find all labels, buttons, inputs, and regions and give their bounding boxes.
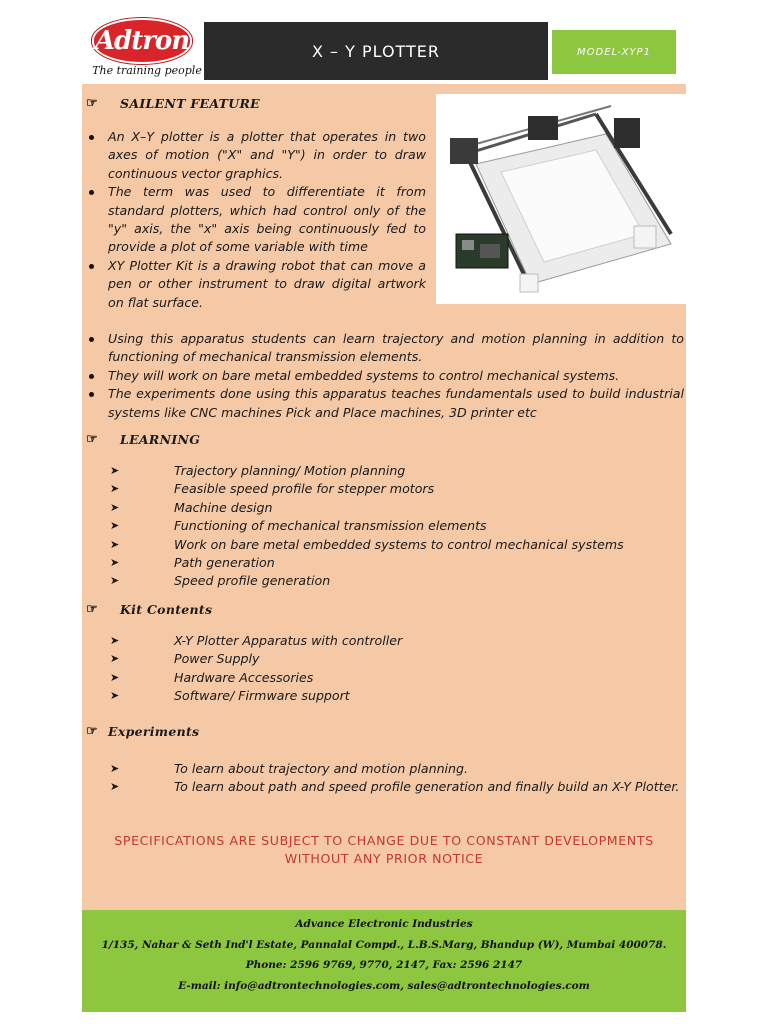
company-phone: Phone: 2596 9769, 9770, 2147, Fax: 2596 2147 xyxy=(245,959,523,971)
list-item: XY Plotter Kit is a drawing robot that can move a pen or other instrument to draw digital artwork on flat surface. xyxy=(86,257,426,312)
salient-feature-list-b xyxy=(86,330,684,422)
list-item: ➤ Functioning of mechanical transmission elements xyxy=(110,517,680,535)
list-item: ➤ X-Y Plotter Apparatus with controller xyxy=(110,632,680,650)
list-item: ➤ Feasible speed profile for stepper motors xyxy=(110,480,680,498)
arrowhead-icon: ➤ xyxy=(110,574,120,588)
learning-heading: ☞ LEARNING xyxy=(86,432,201,447)
company-email: E-mail: info@adtrontechnologies.com, sales@adtrontechnologies.com xyxy=(178,979,590,992)
arrowhead-icon: ➤ xyxy=(110,689,120,703)
salient-feature-list-a xyxy=(86,128,426,312)
arrowhead-icon: ➤ xyxy=(110,634,120,647)
list-item: An X–Y plotter is a plotter that operates in two axes of motion ("X" and "Y") in order to draw continuous vector graphics. xyxy=(86,128,426,183)
pointing-hand-icon: ☞ xyxy=(86,432,98,447)
arrowhead-icon: ➤ xyxy=(110,464,120,477)
arrowhead-icon: ➤ xyxy=(110,537,120,551)
logo-tagline: The training people xyxy=(92,64,202,77)
list-item: The term was used to differentiate it from standard plotters, which had control only of the "y" axis, the "x" axis being continuously fed to provide a plot of some variable with time xyxy=(86,183,426,257)
company-address: 1/135, Nahar & Seth Ind'l Estate, Pannalal Compd., L.B.S.Marg, Bhandup (W), Mumbai 400078. xyxy=(101,938,667,951)
experiments-heading: ☞ Experiments xyxy=(86,724,200,739)
list-item: ➤ Work on bare metal embedded systems to control mechanical systems xyxy=(110,536,680,554)
list-item: ➤ Trajectory planning/ Motion planning xyxy=(110,462,680,480)
product-title: X – Y PLOTTER xyxy=(204,22,548,80)
list-item: ➤ Hardware Accessories xyxy=(110,669,680,687)
list-item: ➤ Path generation xyxy=(110,554,680,572)
notice-line-2: WITHOUT ANY PRIOR NOTICE xyxy=(284,851,484,866)
company-name: Advance Electronic Industries xyxy=(295,918,473,930)
arrowhead-icon: ➤ xyxy=(110,500,120,514)
arrowhead-icon: ➤ xyxy=(110,519,120,533)
header xyxy=(82,12,686,84)
list-item: ➤ Power Supply xyxy=(110,650,680,668)
notice-line-1: SPECIFICATIONS ARE SUBJECT TO CHANGE DUE TO CONSTANT DEVELOPMENTS xyxy=(114,833,654,848)
list-item: ➤ To learn about path and speed profile generation and finally build an X-Y Plotter. xyxy=(110,778,688,796)
list-item: The experiments done using this apparatus teaches fundamentals used to build industrial systems like CNC machines Pick and Place machines, 3D printer etc xyxy=(86,385,684,422)
experiments-list xyxy=(110,760,688,797)
company-logo xyxy=(86,14,202,82)
arrowhead-icon: ➤ xyxy=(110,762,120,775)
list-item: Using this apparatus students can learn trajectory and motion planning in addition to functioning of mechanical transmission elements. xyxy=(86,330,684,367)
pointing-hand-icon: ☞ xyxy=(86,602,98,617)
arrowhead-icon: ➤ xyxy=(110,556,120,570)
learning-list xyxy=(110,462,680,591)
specifications-notice xyxy=(82,832,686,868)
xy-plotter-image xyxy=(436,94,686,304)
datasheet-page xyxy=(82,12,686,1012)
list-item: They will work on bare metal embedded systems to control mechanical systems. xyxy=(86,367,684,385)
footer-contact xyxy=(82,910,686,1012)
list-item: ➤ To learn about trajectory and motion planning. xyxy=(110,760,688,778)
kit-contents-list xyxy=(110,632,680,706)
arrowhead-icon: ➤ xyxy=(110,652,120,666)
list-item: ➤ Machine design xyxy=(110,499,680,517)
model-badge: MODEL-XYP1 xyxy=(552,30,676,74)
pointing-hand-icon: ☞ xyxy=(86,96,98,111)
arrowhead-icon: ➤ xyxy=(110,482,120,496)
salient-feature-heading: ☞ SAILENT FEATURE xyxy=(86,96,261,111)
arrowhead-icon: ➤ xyxy=(110,780,120,794)
list-item: ➤ Speed profile generation xyxy=(110,572,680,590)
arrowhead-icon: ➤ xyxy=(110,670,120,684)
pointing-hand-icon: ☞ xyxy=(86,724,98,739)
list-item: ➤ Software/ Firmware support xyxy=(110,687,680,705)
logo-badge: Adtron xyxy=(92,18,192,64)
kit-contents-heading: ☞ Kit Contents xyxy=(86,602,213,617)
